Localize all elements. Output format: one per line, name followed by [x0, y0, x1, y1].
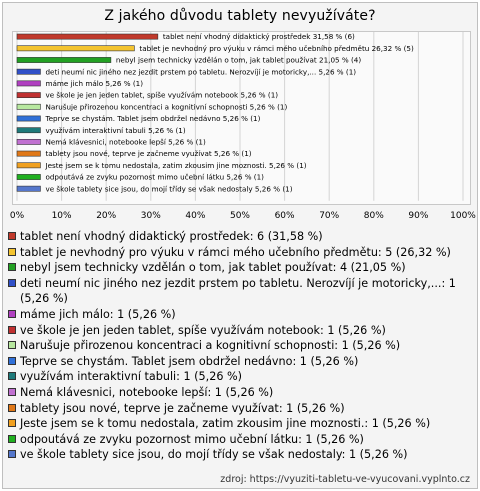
legend-item: [8, 260, 474, 276]
bar-label: máme jich málo 5,26 % (1): [45, 79, 144, 88]
legend-item: [8, 354, 474, 370]
x-tick-label: 60%: [274, 211, 295, 221]
legend-label: deti neumí nic jiného nez jezdit prstem po tabletu. Nerozvíjí je motoricky,...: 1 (5,26 %): [20, 276, 456, 306]
legend-item: [8, 401, 474, 417]
bar: [17, 186, 40, 191]
legend-label: nebyl jsem technicky vzdělán o tom, jak tablet používat: 4 (21,05 %): [20, 261, 406, 275]
x-tick-label: 90%: [408, 211, 429, 221]
legend-item: [8, 323, 474, 339]
bar: [17, 139, 40, 144]
x-tick-label: 40%: [185, 211, 206, 221]
legend-label: máme jich málo: 1 (5,26 %): [20, 307, 176, 321]
x-tick-label: 100%: [450, 211, 476, 221]
legend-swatch: [8, 388, 16, 396]
legend-item: [8, 276, 474, 307]
bar-label: využívám interaktivní tabuli 5,26 % (1): [45, 125, 186, 135]
legend-label: odpoutává ze zvyku pozornost mimo učební látku: 1 (5,26 %): [20, 432, 364, 446]
bar: [17, 46, 134, 51]
legend-label: Nemá klávesnici, notebooke lepší: 1 (5,26 %): [20, 385, 274, 399]
legend-label: ve škole je jen jeden tablet, spíše využívám notebook: 1 (5,26 %): [20, 323, 386, 337]
legend-swatch: [8, 263, 16, 271]
bar-label: nebyl jsem technicky vzdělán o tom, jak tablet používat 21,05 % (4): [115, 55, 362, 65]
bar-label: tablet je nevhodný pro výuku v rámci mého učebního předmětu 26,32 % (5): [139, 43, 414, 53]
legend-label: Teprve se chystám. Tablet jsem obdržel nedávno: 1 (5,26 %): [20, 354, 359, 368]
bar-label: ve škole tablety sice jsou, do mojí třídy se však nedostaly 5,26 % (1): [45, 184, 293, 194]
legend-swatch: [8, 404, 16, 412]
legend-label: ve škole tablety sice jsou, do mojí třídy se však nedostaly: 1 (5,26 %): [20, 448, 408, 462]
legend-label: Narušuje přirozenou koncentraci a kognitivní schopnosti: 1 (5,26 %): [20, 339, 401, 353]
bar: [17, 116, 40, 121]
bar-label: deti neumí nic jiného nez jezdit prstem po tabletu. Nerozvíjí je motoricky,... 5,26 % (1): [45, 67, 357, 77]
legend-swatch: [8, 341, 16, 349]
legend-swatch: [8, 357, 16, 365]
legend-label: tablet je nevhodný pro výuku v rámci mého učebního předmětu: 5 (26,32 %): [20, 245, 451, 259]
legend-item: [8, 385, 474, 401]
bar-label: ve škole je jen jeden tablet, spíše využívám notebook 5,26 % (1): [45, 90, 279, 100]
bar: [17, 128, 40, 133]
legend-swatch: [8, 419, 16, 427]
bar: [17, 93, 40, 98]
legend-item: [8, 369, 474, 385]
x-tick-label: 20%: [96, 211, 117, 221]
bar: [17, 174, 40, 179]
legend-item: [8, 416, 474, 432]
legend-label: Jeste jsem se k tomu nedostala, zatim zkousim jine moznosti.: 1 (5,26 %): [20, 417, 431, 431]
bar: [17, 57, 111, 62]
legend: [8, 229, 474, 463]
bar-label: Jeste jsem se k tomu nedostala, zatim zkousim jine moznosti. 5,26 % (1): [45, 160, 307, 170]
bar-chart: [0, 0, 480, 225]
legend-item: [8, 447, 474, 463]
bar-label: tablety jsou nové, teprve je začneme využívat 5,26 % (1): [45, 149, 252, 159]
legend-label: tablet není vhodný didaktický prostředek: 6 (31,58 %): [20, 230, 323, 243]
legend-swatch: [8, 372, 16, 380]
bar-label: tablet není vhodný didaktický prostředek 31,58 % (6): [162, 32, 355, 42]
bar: [17, 151, 40, 156]
legend-item: [8, 245, 474, 261]
legend-swatch: [8, 248, 16, 256]
legend-item: [8, 307, 474, 323]
bar: [17, 163, 40, 168]
bar-label: Nemá klávesnici, notebooke lepší 5,26 % (1): [45, 137, 206, 147]
legend-swatch: [8, 232, 16, 240]
x-tick-label: 70%: [319, 211, 340, 221]
legend-swatch: [8, 279, 16, 287]
legend-label: tablety jsou nové, teprve je začneme využívat: 1 (5,26 %): [20, 401, 345, 415]
bar-label: Teprve se chystám. Tablet jsem obdržel nedávno 5,26 % (1): [45, 114, 261, 124]
x-tick-label: 80%: [363, 211, 384, 221]
legend-item: [8, 432, 474, 448]
bar: [17, 69, 40, 74]
x-tick-label: 50%: [229, 211, 251, 221]
x-tick-label: 10%: [51, 211, 72, 221]
x-tick-label: 30%: [140, 211, 161, 221]
chart-title: Z jakého důvodu tablety nevyužíváte?: [104, 8, 376, 24]
legend-item: [8, 229, 474, 245]
legend-swatch: [8, 450, 16, 458]
legend-label: využívám interaktivní tabuli: 1 (5,26 %): [20, 370, 242, 384]
x-tick-label: 0%: [9, 211, 25, 221]
legend-swatch: [8, 435, 16, 443]
bar-label: Narušuje přirozenou koncentraci a kognitivní schopnosti 5,26 % (1): [45, 102, 288, 112]
bar: [17, 34, 158, 39]
bar: [17, 104, 40, 109]
legend-item: [8, 338, 474, 354]
legend-swatch: [8, 310, 16, 318]
legend-swatch: [8, 326, 16, 334]
bar-label: odpoutává ze zvyku pozornost mimo učební látku 5,26 % (1): [45, 172, 265, 182]
source-note: zdroj: https://vyuziti-tabletu-ve-vyucovani.vyplnto.cz: [220, 474, 470, 485]
bar: [17, 81, 40, 86]
